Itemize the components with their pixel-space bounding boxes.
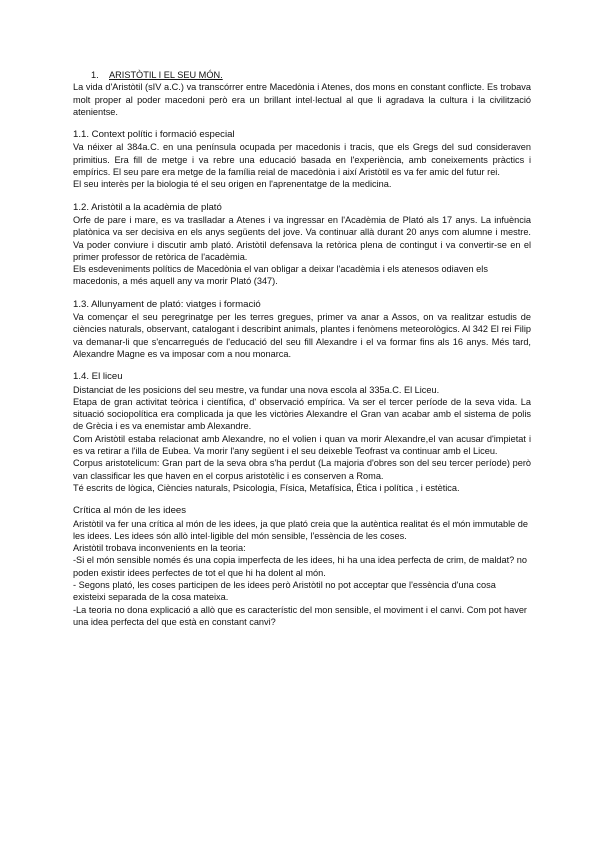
- critica-paragraph-4: - Segons plató, les coses participen de les idees però Aristòtil no pot acceptar que l'essència d'una cosa existeixi separada de la cosa mateixa.: [73, 579, 496, 603]
- section-1-4-paragraph-3: Com Aristòtil estaba relacionat amb Alexandre, no el volien i quan va morir Alexandre,el van acusar d'impietat i es va retirar a l'illa de Eubea. Va morir l'any següent i el seu deixeble Teofrast va continuar amb el Liceu.: [73, 433, 531, 457]
- section-heading-1-2: 1.2. Aristòtil a la acadèmia de plató: [73, 201, 222, 213]
- section-1-2-paragraph-2: Els esdeveniments polítics de Macedònia el van obligar a deixar l'acadèmia i els atenesos odiaven els macedonis, a més aquell any va morir Plató (347).: [73, 264, 488, 287]
- document-title: [91, 69, 531, 81]
- section-1-3-paragraph-1: Va començar el seu peregrinatge per les terres gregues, primer va anar a Assos, on va realitzar estudis de ciències naturals, observant, catalogant i describint animals, plantes i fenòmens meteorològics. Al 342 El rei Filip va demanar-li que s'encarregués de l'educació del seu fill Alexandre i el va formar fins als 16 anys. Més tard, Alexandre Magne es va imposar com a nou monarca.: [73, 312, 531, 359]
- section-heading-1-1: 1.1. Context polític i formació especial: [73, 129, 235, 141]
- section-1-4-paragraph-4: Corpus aristotelicum: Gran part de la seva obra s'ha perdut (La majoria d'obres son del seu tercer període) però van classificar les que haven en el corpus aristotèlic i es conserven a Roma.: [73, 458, 531, 481]
- section-heading-1-3: 1.3. Allunyament de plató: viatges i formació: [73, 298, 261, 310]
- section-1-4-paragraph-1: Distanciat de les posicions del seu mestre, va fundar una nova escola al 335a.C. El Liceu.: [73, 384, 440, 395]
- title-text: ARISTÒTIL I EL SEU MÓN.: [109, 70, 223, 80]
- critica-paragraph-5: -La teoria no dona explicació a allò que es característic del mon sensible, el moviment i el canvi. Com pot haver una idea perfecta del que està en constant canvi?: [73, 604, 527, 627]
- section-heading-1-4: 1.4. El liceu: [73, 371, 123, 383]
- document-page: [73, 69, 531, 628]
- section-1-4-paragraph-2: Etapa de gran activitat teòrica i científica, d' observació empírica. Va ser el tercer període de la seva vida. La situació sociopolítica era complicada ja que les victòries Alexandre el Gran van acabar amb el sistema de polis de Grècia i es va enemistar amb Alexandre.: [73, 396, 531, 432]
- section-1-1-paragraph-1: Va néixer al 384a.C. en una península ocupada per macedonis i tracis, que els Gregs del sud consideraven primitius. Era fill de metge i va rebre una educació basada en l'experiència, amb coneixements pràctics i empírics. El seu pare era metge de la família reial de macedònia i així Aristòtil es va fer amic del futur rei.: [73, 142, 531, 178]
- critica-paragraph-3: -Si el món sensible només és una copia imperfecta de les idees, hi ha una idea perfecta de crim, de maldat? no poden existir idees perfectes de tot el que hi ha dolent al món.: [73, 555, 528, 578]
- critica-paragraph-2: Aristòtil trobava inconvenients en la teoria:: [73, 543, 246, 554]
- section-1-2-paragraph-1: Orfe de pare i mare, es va traslladar a Atenes i va ingressar en l'Acadèmia de Plató als 17 anys. La infuència platònica va ser decisiva en els anys següents del jove. Va continuar allà durant 20 anys com alumne i mestre. Va poder conviure i discutir amb plató. Aristòtil defensava la retòrica plena de contingut i va convertir-se en el primer professor de retòrica de l'acadèmia.: [73, 214, 531, 262]
- section-1-1-paragraph-2: El seu interès per la biologia té el seu origen en l'aprenentatge de la medicina.: [73, 179, 392, 190]
- title-number: 1.: [91, 70, 99, 80]
- intro-paragraph: La vida d'Aristòtil (sIV a.C.) va transcórrer entre Macedònia i Atenes, dos mons en constant conflicte. Es trobava molt proper al poder macedoni però era un brillant intel·lectual al que li agradava la cultura i la civilització atenientse.: [73, 82, 531, 117]
- section-1-4-paragraph-5: Té escrits de lògica, Ciències naturals, Psicologia, Física, Metafísica, Ètica i política , i estètica.: [73, 482, 460, 493]
- section-heading-critica: Crítica al món de les idees: [73, 505, 187, 517]
- critica-paragraph-1: Aristòtil va fer una crítica al món de les idees, ja que plató creia que la autèntica realitat és el món immutable de les idees. Les idees són allò intel·ligible del món sensible, l'essència de les coses.: [73, 518, 529, 541]
